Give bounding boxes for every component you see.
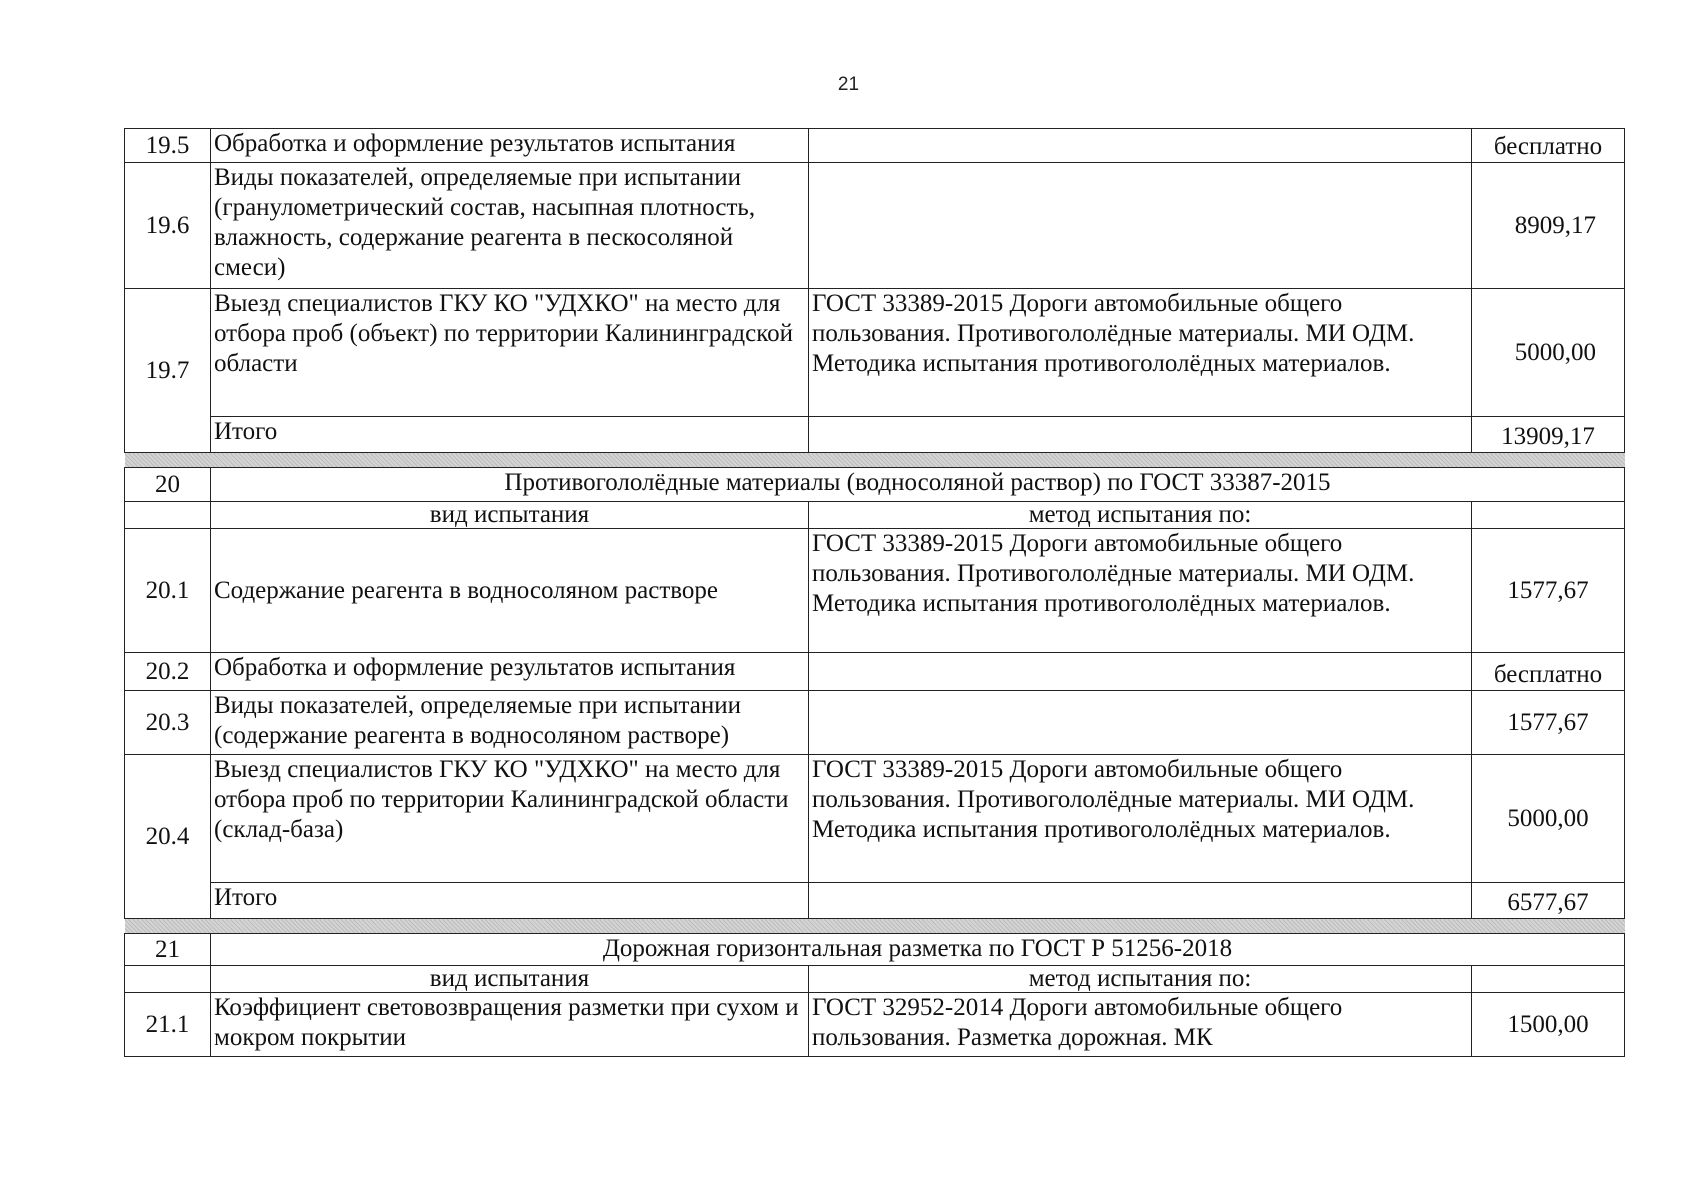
row-number: 20.3 [125,691,211,755]
total-label: Итого [211,883,809,919]
test-method: ГОСТ 33389-2015 Дороги автомобильные общего пользования. Противогололёдные материалы. МИ ОДМ. Методика испытания противогололёдных материалов. [809,529,1472,653]
empty-cell [125,966,211,993]
price: 5000,00 [1472,755,1625,883]
column-header-test: вид испытания [211,502,809,529]
table-row [125,529,1625,653]
column-header-row [125,502,1625,529]
test-name: Коэффициент световозвращения разметки при сухом и мокром покрытии [211,993,809,1057]
column-header-method: метод испытания по: [809,502,1472,529]
test-method [809,129,1472,163]
test-method [809,163,1472,289]
table-row [125,129,1625,163]
row-number: 20.2 [125,653,211,691]
section-header-row [125,934,1625,966]
column-header-row [125,966,1625,993]
row-number: 20.1 [125,529,211,653]
test-name: Выезд специалистов ГКУ КО "УДХКО" на место для отбора проб по территории Калининградской области (склад-база) [211,755,809,883]
empty-cell [809,417,1472,453]
test-name: Обработка и оформление результатов испытания [211,129,809,163]
total-price: 13909,17 [1472,417,1625,453]
empty-cell [809,883,1472,919]
price: бесплатно [1472,129,1625,163]
test-name: Содержание реагента в водносоляном растворе [211,529,809,653]
total-price: 6577,67 [1472,883,1625,919]
row-number: 20.4 [125,755,211,919]
row-number: 19.7 [125,289,211,453]
column-header-method: метод испытания по: [809,966,1472,993]
price: 1500,00 [1472,993,1625,1057]
section-separator [125,919,1625,934]
section-header-row [125,468,1625,502]
table-row [125,755,1625,883]
test-name: Выезд специалистов ГКУ КО "УДХКО" на место для отбора проб (объект) по территории Калининградской области [211,289,809,417]
section-title: Дорожная горизонтальная разметка по ГОСТ Р 51256-2018 [211,934,1625,966]
table-row [125,289,1625,417]
section-number: 21 [125,934,211,966]
page-number: 21 [837,74,860,95]
section-title: Противогололёдные материалы (водносоляной раствор) по ГОСТ 33387-2015 [211,468,1625,502]
price: 1577,67 [1472,529,1625,653]
table-row [125,653,1625,691]
price: 1577,67 [1472,691,1625,755]
table-row [125,163,1625,289]
section-separator [125,453,1625,468]
test-method [809,691,1472,755]
section-number: 20 [125,468,211,502]
empty-cell [1472,966,1625,993]
test-name: Виды показателей, определяемые при испытании (содержание реагента в водносоляном растворе) [211,691,809,755]
table-row [125,993,1625,1057]
total-row [125,883,1625,919]
total-label: Итого [211,417,809,453]
column-header-test: вид испытания [211,966,809,993]
row-number: 19.5 [125,129,211,163]
test-name: Обработка и оформление результатов испытания [211,653,809,691]
price: бесплатно [1472,653,1625,691]
test-method [809,653,1472,691]
empty-cell [125,502,211,529]
test-name: Виды показателей, определяемые при испытании (гранулометрический состав, насыпная плотность, влажность, содержание реагента в пескосоляной смеси) [211,163,809,289]
price-table [124,128,1625,1057]
test-method: ГОСТ 33389-2015 Дороги автомобильные общего пользования. Противогололёдные материалы. МИ ОДМ. Методика испытания противогололёдных материалов. [809,289,1472,417]
total-row [125,417,1625,453]
empty-cell [1472,502,1625,529]
test-method: ГОСТ 32952-2014 Дороги автомобильные общего пользования. Разметка дорожная. МК [809,993,1472,1057]
price: 8909,17 [1472,163,1625,289]
table-row [125,691,1625,755]
row-number: 19.6 [125,163,211,289]
price: 5000,00 [1472,289,1625,417]
row-number: 21.1 [125,993,211,1057]
test-method: ГОСТ 33389-2015 Дороги автомобильные общего пользования. Противогололёдные материалы. МИ ОДМ. Методика испытания противогололёдных материалов. [809,755,1472,883]
